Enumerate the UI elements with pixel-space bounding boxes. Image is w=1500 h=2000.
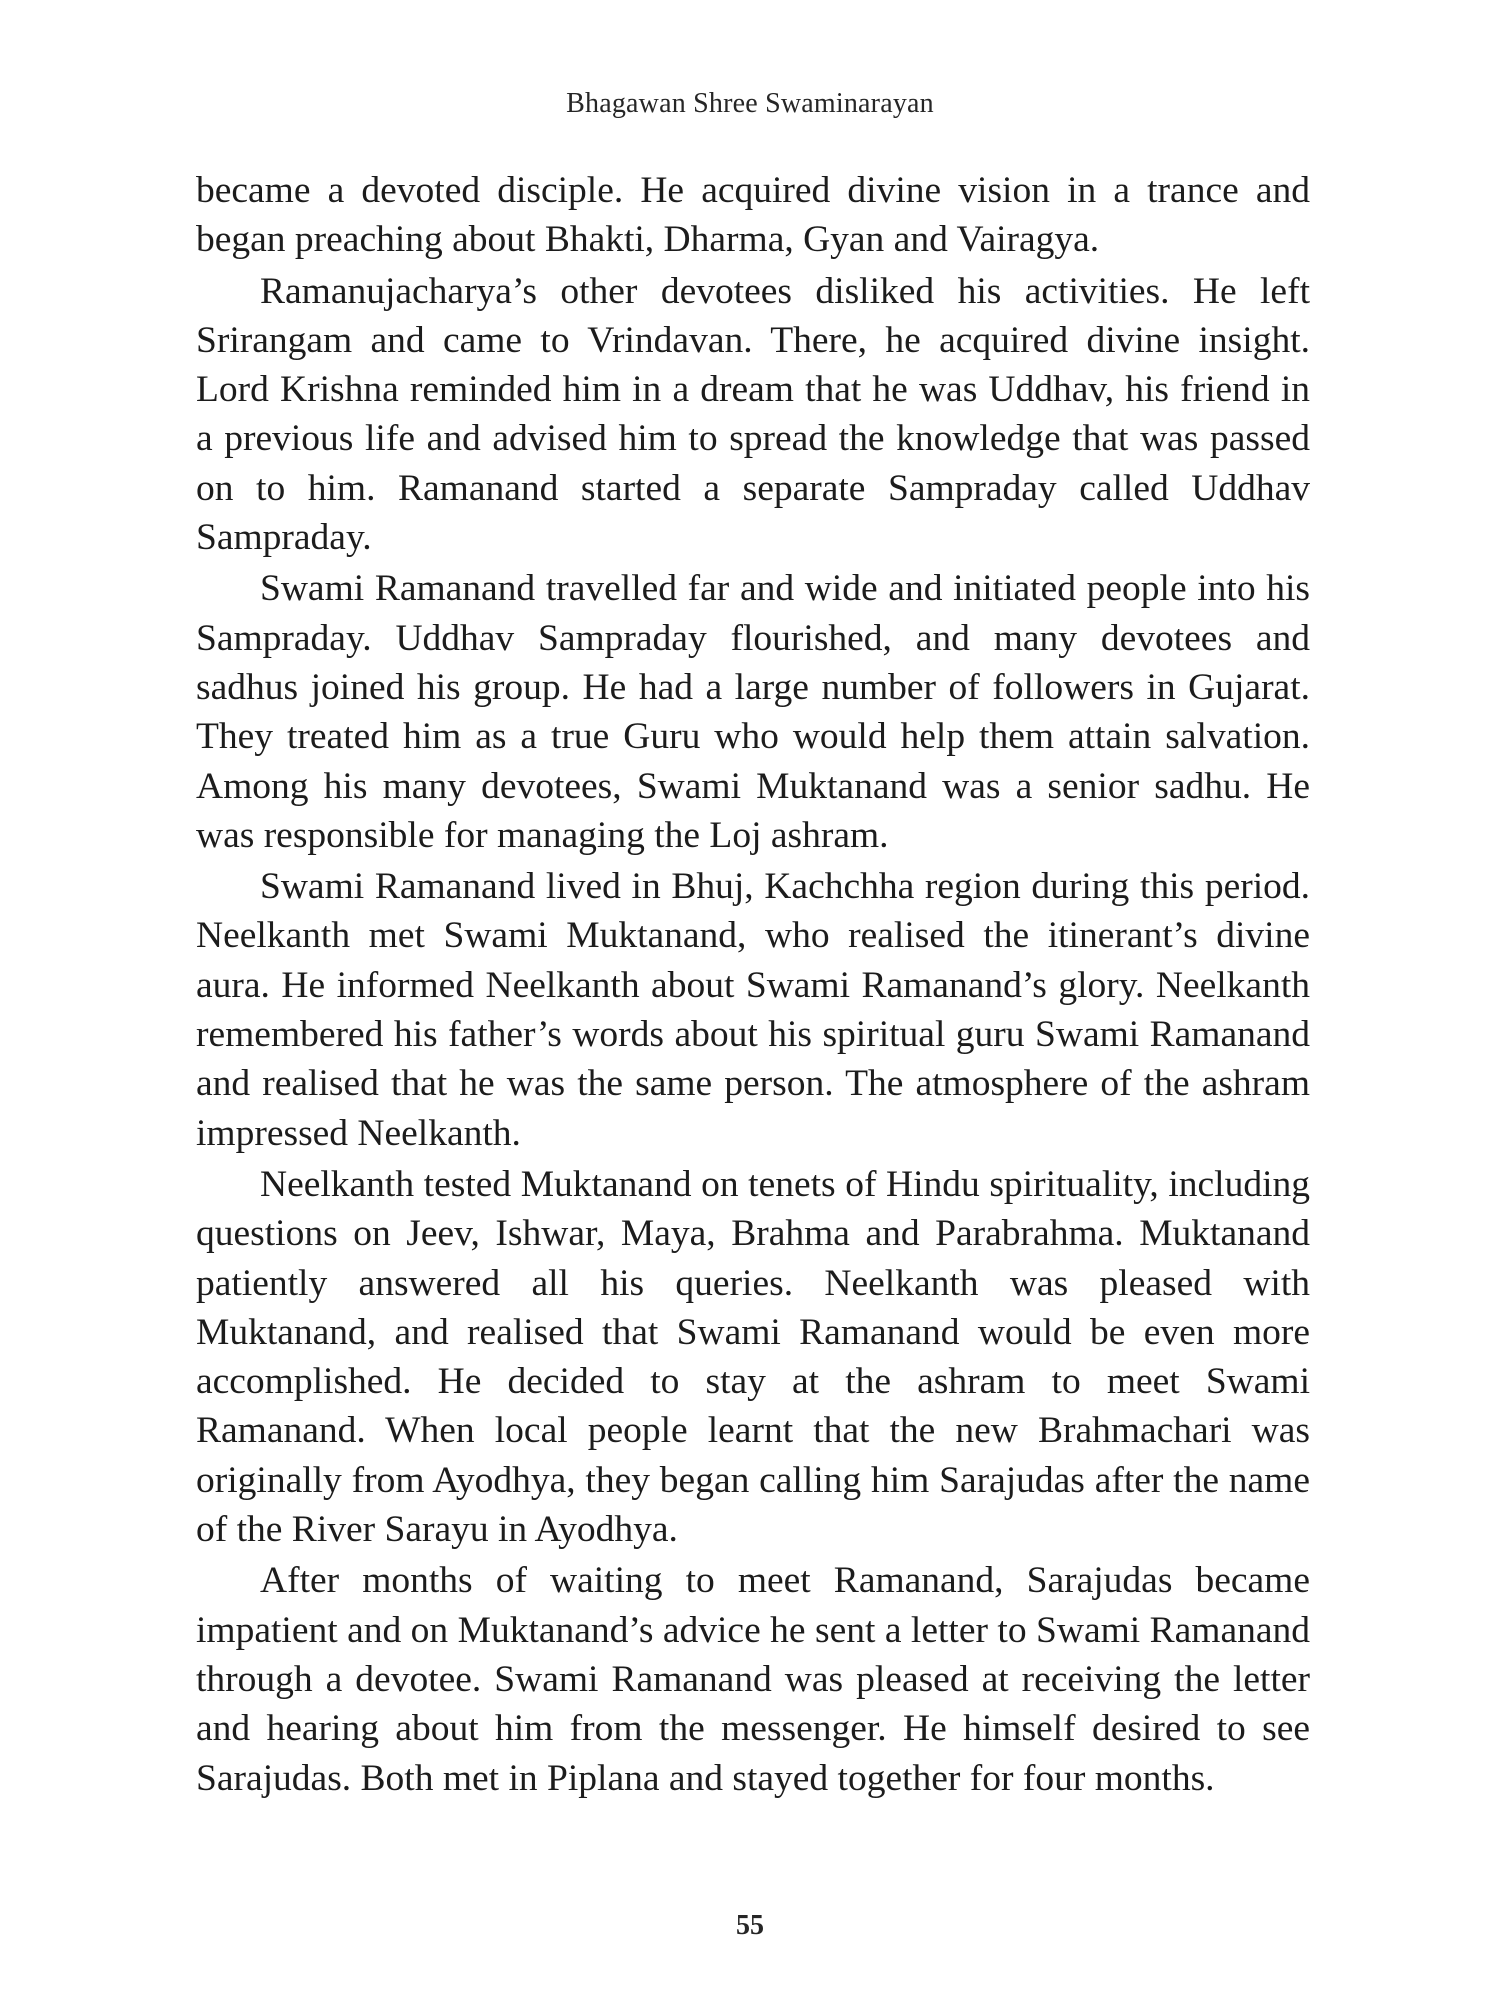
paragraph-continuation: became a devoted disciple. He acquired divine vision in a trance and began preaching about Bhakti, Dharma, Gyan and Vairagya. <box>196 170 1310 261</box>
paragraph: Swami Ramanand travelled far and wide and initiated people into his Sampraday. Uddhav Sampraday flourished, and many devotees and sadhus joined his group. He had a large number of followers in Gujarat. They treated him as a true Guru who would help them attain salvation. Among his many devotees, Swami Muktanand was a senior sadhu. He was responsible for managing the Loj ashram. <box>196 568 1310 856</box>
paragraph: Ramanujacharya’s other devotees disliked his activities. He left Srirangam and came to Vrindavan. There, he acquired divine insight. Lord Krishna reminded him in a dream that he was Uddhav, his friend in a previous life and advised him to spread the knowledge that was passed on to him. Ramanand started a separate Sampraday called Uddhav Sampraday. <box>196 270 1310 559</box>
page-number: 55 <box>736 1910 764 1941</box>
paragraph: Neelkanth tested Muktanand on tenets of Hindu spirituality, including questions on Jeev, Ishwar, Maya, Brahma and Parabrahma. Muktanand patiently answered all his queries. Neelkanth was pleased with Muktanand, and realised that Swami Ramanand would be even more accomplished. He decided to stay at the ashram to meet Swami Ramanand. When local people learnt that the new Brahmachari was originally from Ayodhya, they began calling him Sarajudas after the name of the River Sarayu in Ayodhya. <box>196 1163 1310 1551</box>
running-header: Bhagawan Shree Swaminarayan <box>566 88 934 119</box>
paragraph: Swami Ramanand lived in Bhuj, Kachchha region during this period. Neelkanth met Swami Muktanand, who realised the itinerant’s divine aura. He informed Neelkanth about Swami Ramanand’s glory. Neelkanth remembered his father’s words about his spiritual guru Swami Ramanand and realised that he was the same person. The atmosphere of the ashram impressed Neelkanth. <box>196 866 1310 1154</box>
paragraph: After months of waiting to meet Ramanand, Sarajudas became impatient and on Muktanand’s advice he sent a letter to Swami Ramanand through a devotee. Swami Ramanand was pleased at receiving the letter and hearing about him from the messenger. He himself desired to see Sarajudas. Both met in Piplana and stayed together for four months. <box>196 1560 1310 1799</box>
body-text <box>196 166 1310 1805</box>
